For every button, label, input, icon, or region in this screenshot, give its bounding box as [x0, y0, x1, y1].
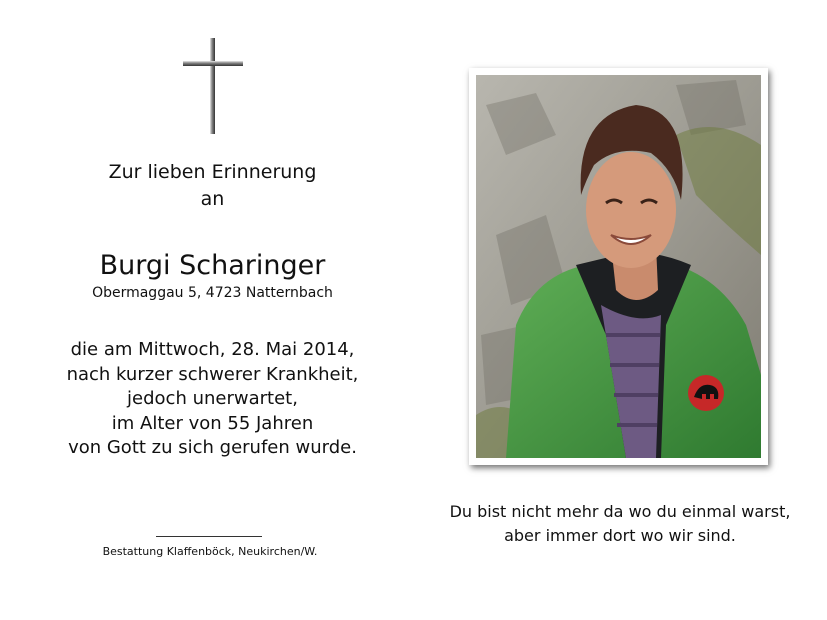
quote-line-2: aber immer dort wo wir sind. [504, 526, 736, 545]
quote-line-1: Du bist nicht mehr da wo du einmal warst, [449, 502, 791, 521]
memorial-intro [40, 159, 385, 213]
portrait-photo [469, 68, 768, 465]
divider-line [156, 536, 262, 537]
death-details [40, 338, 385, 461]
details-line-2: nach kurzer schwerer Krankheit, [66, 363, 359, 385]
details-line-1: die am Mittwoch, 28. Mai 2014, [70, 339, 355, 360]
undertaker-credit: Bestattung Klaffenböck, Neukirchen/W. [102, 545, 318, 558]
intro-line-1: Zur lieben Erinnerung [108, 161, 317, 183]
deceased-address: Obermaggau 5, 4723 Natternbach [92, 285, 333, 301]
details-line-4: im Alter von 55 Jahren [111, 412, 314, 434]
intro-line-2: an [200, 188, 225, 210]
memorial-quote [440, 500, 800, 548]
details-line-5: von Gott zu sich gerufen wurde. [68, 437, 357, 458]
portrait-image [476, 75, 761, 458]
details-line-3: jedoch unerwartet, [127, 388, 298, 409]
deceased-name: Burgi Scharinger [99, 250, 326, 281]
cross-icon [181, 37, 245, 135]
